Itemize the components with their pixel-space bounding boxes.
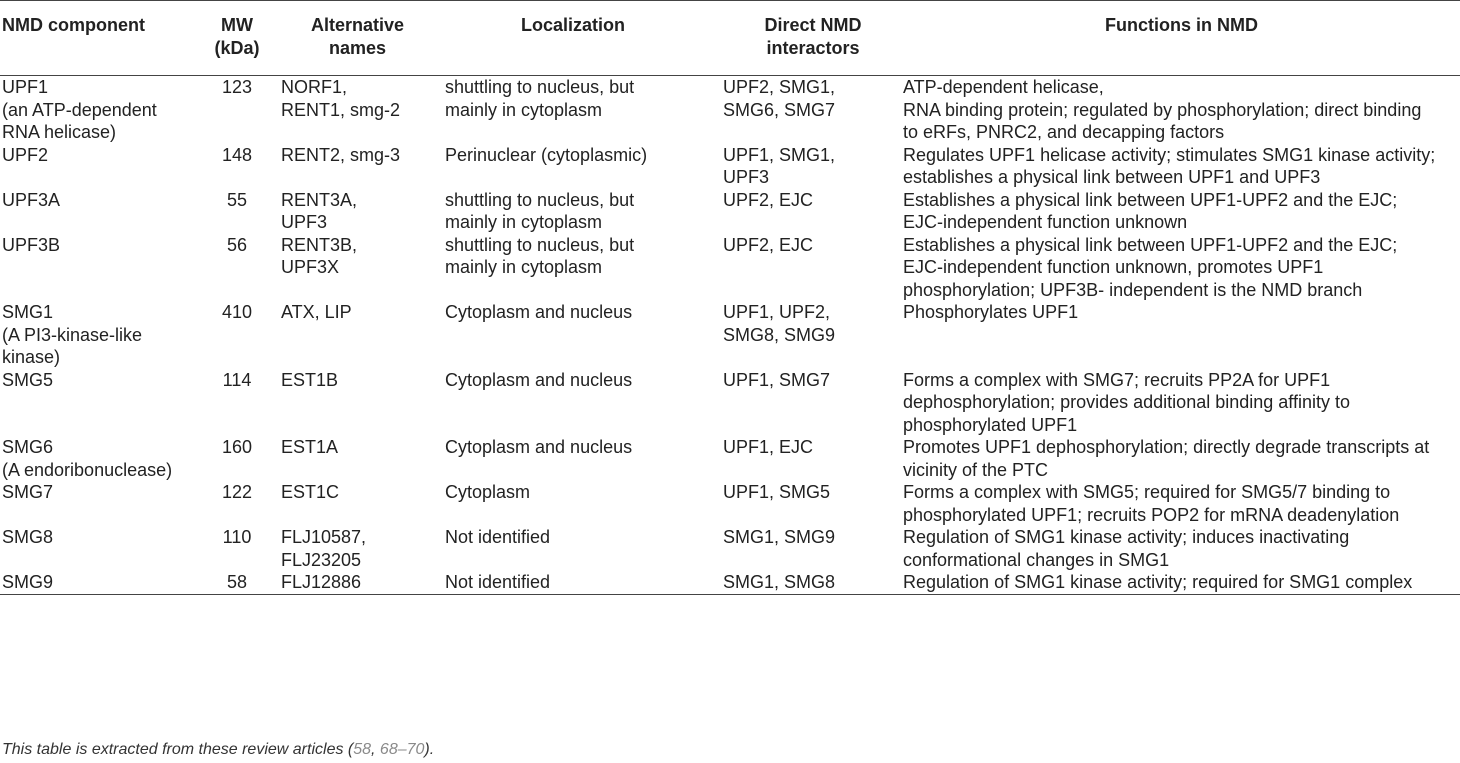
cell-line: phosphorylated UPF1; recruits POP2 for mRNA deadenylation (903, 504, 1400, 525)
cell-line: Cytoplasm and nucleus (445, 369, 633, 390)
cell-line: Phosphorylates UPF1 (903, 302, 1079, 322)
cell-line: SMG9 (2, 572, 54, 592)
cell-component (0, 369, 202, 437)
cell-mw (202, 301, 272, 369)
cell-line: shuttling to nucleus, but (445, 234, 635, 255)
cell-line: SMG6 (2, 437, 54, 457)
cell-line: conformational changes in SMG1 (903, 549, 1170, 570)
header-row (0, 1, 1460, 76)
cell-localization (434, 571, 701, 594)
cell-line: shuttling to nucleus, but (445, 189, 635, 210)
cell-alt-names (272, 436, 434, 481)
header-alt-names: Alternative names (310, 15, 405, 58)
cell-line: Promotes UPF1 dephosphorylation; directly degrade transcripts at (903, 437, 1430, 457)
cell-functions (903, 571, 1460, 594)
cell-line: RENT3B, (281, 234, 358, 255)
cell-line: FLJ12886 (281, 572, 362, 592)
cell-alt-names (272, 571, 434, 594)
cell-alt-names (272, 526, 434, 571)
cell-line: (A PI3-kinase-like (2, 324, 143, 345)
cell-value: 58 (226, 572, 248, 592)
header-component: NMD component (2, 15, 145, 35)
cell-line: SMG5 (2, 369, 54, 390)
cell-interactors (701, 571, 903, 594)
cell-line: Perinuclear (cytoplasmic) (445, 144, 648, 165)
cell-component (0, 76, 202, 144)
cell-line: UPF2 (2, 144, 49, 165)
cell-interactors (701, 301, 903, 369)
header-functions: Functions in NMD (1105, 15, 1258, 35)
cell-value: 148 (221, 144, 253, 165)
cell-line: SMG1, SMG9 (723, 527, 836, 547)
cell-line: Forms a complex with SMG7; recruits PP2A for UPF1 (903, 369, 1331, 390)
cell-component (0, 234, 202, 302)
cell-localization (434, 189, 701, 234)
cell-line: UPF2, SMG1, (723, 77, 836, 97)
cell-line: EST1B (281, 369, 339, 390)
cell-line: FLJ23205 (281, 549, 362, 570)
cell-localization (434, 436, 701, 481)
cell-component (0, 526, 202, 571)
cell-mw (202, 526, 272, 571)
cell-value: 122 (221, 482, 253, 502)
table-row (0, 76, 1460, 144)
cell-line: ATP-dependent helicase, (903, 77, 1104, 97)
cell-line: UPF3A (2, 189, 61, 210)
cell-line: UPF3 (723, 167, 770, 187)
cell-line: Regulation of SMG1 kinase activity; required for SMG1 complex (903, 572, 1413, 592)
cell-mw (202, 76, 272, 144)
cell-localization (434, 481, 701, 526)
cell-interactors (701, 481, 903, 526)
cell-line: UPF1 (2, 77, 49, 97)
cell-line: (an ATP-dependent (2, 99, 157, 120)
cell-line: RENT2, smg-3 (281, 144, 401, 165)
cell-line: RENT1, smg-2 (281, 99, 401, 120)
table-row (0, 189, 1460, 234)
footnote-ref-2[interactable]: 68–70 (379, 741, 425, 758)
cell-line: to eRFs, PNRC2, and decapping factors (903, 122, 1225, 142)
cell-line: UPF2, EJC (723, 234, 814, 255)
cell-line: UPF2, EJC (723, 189, 814, 210)
table-row (0, 234, 1460, 302)
cell-component (0, 144, 202, 189)
cell-mw (202, 571, 272, 594)
cell-mw (202, 144, 272, 189)
cell-line: Establishes a physical link between UPF1-UPF2 and the EJC; (903, 234, 1398, 255)
cell-line: RNA binding protein; regulated by phosphorylation; direct binding (903, 99, 1422, 120)
cell-localization (434, 76, 701, 144)
cell-mw (202, 481, 272, 526)
cell-mw (202, 189, 272, 234)
cell-line: mainly in cytoplasm (445, 212, 603, 232)
cell-value: 114 (222, 369, 252, 390)
cell-interactors (701, 436, 903, 481)
cell-line: NORF1, (281, 77, 348, 97)
table-footnote: This table is extracted from these review articles (58, 68–70). (2, 741, 435, 758)
cell-functions (903, 144, 1460, 189)
cell-line: mainly in cytoplasm (445, 257, 603, 277)
cell-localization (434, 234, 701, 302)
cell-localization (434, 526, 701, 571)
cell-interactors (701, 144, 903, 189)
cell-line: EJC-independent function unknown, promotes UPF1 (903, 257, 1324, 277)
cell-alt-names (272, 76, 434, 144)
cell-mw (202, 234, 272, 302)
cell-line: dephosphorylation; provides additional binding affinity to (903, 392, 1350, 412)
cell-functions (903, 234, 1460, 302)
cell-interactors (701, 369, 903, 437)
cell-value: 56 (226, 234, 248, 255)
cell-functions (903, 526, 1460, 571)
cell-line: SMG7 (2, 482, 54, 502)
cell-interactors (701, 526, 903, 571)
cell-functions (903, 76, 1460, 144)
cell-localization (434, 301, 701, 369)
table-row (0, 481, 1460, 526)
cell-line: Cytoplasm (445, 482, 531, 502)
cell-functions (903, 369, 1460, 437)
header-interactors: Direct NMD interactors (764, 15, 862, 58)
cell-interactors (701, 76, 903, 144)
cell-value: 55 (226, 189, 248, 210)
cell-functions (903, 481, 1460, 526)
cell-alt-names (272, 144, 434, 189)
header-mw: MW (kDa) (214, 15, 260, 58)
cell-line: FLJ10587, (281, 527, 367, 547)
table-row (0, 301, 1460, 369)
table-row (0, 144, 1460, 189)
cell-line: UPF3 (281, 212, 328, 232)
cell-line: kinase) (2, 347, 61, 367)
cell-line: Establishes a physical link between UPF1-UPF2 and the EJC; (903, 189, 1398, 210)
table-body (0, 76, 1460, 595)
footnote-ref-1[interactable]: 58 (353, 741, 372, 758)
cell-localization (434, 369, 701, 437)
cell-interactors (701, 234, 903, 302)
table-row (0, 369, 1460, 437)
cell-mw (202, 436, 272, 481)
cell-line: mainly in cytoplasm (445, 99, 603, 120)
cell-line: UPF3X (281, 257, 340, 277)
cell-component (0, 436, 202, 481)
cell-line: phosphorylated UPF1 (903, 414, 1078, 435)
cell-alt-names (272, 481, 434, 526)
cell-line: (A endoribonuclease) (2, 459, 173, 480)
cell-line: phosphorylation; UPF3B- independent is the NMD branch (903, 279, 1363, 300)
cell-functions (903, 301, 1460, 369)
cell-line: RNA helicase) (2, 122, 117, 142)
cell-value: 160 (221, 437, 253, 457)
header-localization: Localization (520, 15, 625, 35)
cell-line: Cytoplasm and nucleus (445, 437, 633, 457)
cell-line: Regulates UPF1 helicase activity; stimulates SMG1 kinase activity; (903, 144, 1436, 165)
cell-line: Forms a complex with SMG5; required for SMG5/7 binding to (903, 482, 1391, 502)
cell-line: SMG1 (2, 302, 54, 322)
table-row (0, 526, 1460, 571)
cell-line: Not identified (445, 527, 551, 547)
cell-component (0, 189, 202, 234)
cell-line: establishes a physical link between UPF1 and UPF3 (903, 167, 1321, 187)
table-header (0, 1, 1460, 76)
cell-line: Regulation of SMG1 kinase activity; induces inactivating (903, 527, 1350, 547)
cell-alt-names (272, 301, 434, 369)
cell-component (0, 571, 202, 594)
cell-line: SMG8 (2, 527, 54, 547)
cell-functions (903, 436, 1460, 481)
cell-interactors (701, 189, 903, 234)
cell-mw (202, 369, 272, 437)
cell-value: 410 (221, 302, 253, 322)
cell-line: UPF1, SMG1, (723, 144, 836, 165)
cell-line: UPF1, EJC (723, 437, 814, 457)
cell-line: EJC-independent function unknown (903, 212, 1188, 232)
cell-alt-names (272, 189, 434, 234)
cell-line: shuttling to nucleus, but (445, 77, 635, 97)
cell-line: vicinity of the PTC (903, 459, 1049, 480)
table-row (0, 571, 1460, 594)
cell-alt-names (272, 234, 434, 302)
cell-line: SMG6, SMG7 (723, 99, 836, 120)
cell-line: RENT3A, (281, 189, 358, 210)
cell-line: Not identified (445, 572, 551, 592)
cell-line: UPF1, SMG5 (723, 482, 831, 502)
cell-line: SMG1, SMG8 (723, 572, 836, 592)
cell-line: Cytoplasm and nucleus (445, 302, 633, 322)
cell-line: UPF1, UPF2, (723, 302, 831, 322)
cell-component (0, 481, 202, 526)
cell-line: UPF1, SMG7 (723, 369, 831, 390)
table-row (0, 436, 1460, 481)
cell-localization (434, 144, 701, 189)
cell-functions (903, 189, 1460, 234)
cell-line: SMG8, SMG9 (723, 324, 836, 345)
cell-line: UPF3B (2, 234, 61, 255)
cell-alt-names (272, 369, 434, 437)
cell-line: EST1C (281, 482, 340, 502)
cell-component (0, 301, 202, 369)
cell-line: ATX, LIP (281, 302, 352, 322)
cell-value: 110 (222, 527, 252, 547)
cell-line: EST1A (281, 437, 339, 457)
cell-value: 123 (221, 77, 253, 97)
